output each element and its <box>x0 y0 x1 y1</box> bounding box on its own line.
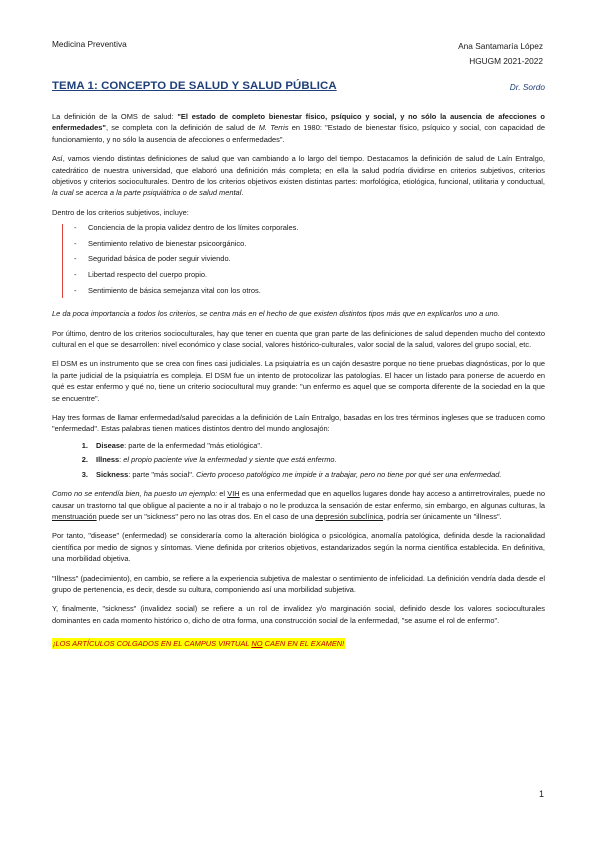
terms-list <box>52 440 545 480</box>
p8-depresion: depresión subclínica <box>315 511 384 521</box>
p2-italic-note: la cual se acerca a la parte psiquiátrica o de salud mental <box>52 188 242 198</box>
paragraph-sickness: Y, finalmente, "sickness" (invalidez social) se refiere a un rol de invalidez y/o marginación social, definido desde los valores socioculturales dominantes en cada momento histórico o, dicho de otra forma, una construcción social de la enfermedad, "se asume el rol de enfermo". <box>52 604 545 625</box>
term-after: . <box>260 440 263 450</box>
header-subject: Medicina Preventiva <box>52 39 127 49</box>
p2-text-a: Así, vamos viendo distintas definiciones de salud que van cambiando a lo largo del tiempo. Destacamos la definición de salud de Laín Entralgo, catedrático de nuestra universidad, que elaboró una definición más completa; en ella la salud podría dividirse en criterios subjetivos, criterios objetivos y criterios socioculturales. Dentro de los criterios objetivos existen distintas partes: morfológica, etiológica, funcional, utilitaria y conductual, <box>52 154 545 187</box>
p1-oms-definition: "El estado de completo bienestar físico, psíquico y social, y no sólo la ausencia de afecciones o enfermedades" <box>52 112 545 133</box>
p8-menstruacion: menstruación <box>52 511 97 521</box>
notice-text-b: CAEN EN EL EXAMEN! <box>262 639 345 649</box>
list-item <box>90 469 545 480</box>
document-body <box>52 111 545 658</box>
dash-bullet: - <box>74 270 77 280</box>
term-text: : parte de la enfermedad <box>124 440 208 450</box>
paragraph-note-criteria: Le da poca importancia a todos los criterios, se centra más en el hecho de que existen distintos tipos más que en explicarlos uno a uno. <box>52 309 500 319</box>
header-author-block <box>458 39 543 69</box>
list-item-text: Conciencia de la propia validez dentro de los límites corporales. <box>88 223 299 233</box>
p8-text-b: el <box>219 489 228 499</box>
list-item <box>70 269 545 285</box>
dash-bullet: - <box>74 223 77 233</box>
dash-bullet: - <box>74 254 77 264</box>
paragraph-disease: Por tanto, "disease" (enfermedad) se consideraría como la alteración biológica o psicológica, anomalía patológica, definida desde la racionalidad científica por medio de signos y síntomas. Viene definida por criterios objetivos, estandarizados según la norma científica establecida. En definitiva, una morbilidad objetiva. <box>52 531 545 564</box>
list-item-text: Seguridad básica de poder seguir viviendo. <box>88 254 231 264</box>
paragraph-illness: "Illness" (padecimiento), en cambio, se refiere a la experiencia subjetiva de malestar o sentimiento de infelicidad. La definición vendría dada desde el grupo de pertenencia, es decir, desde su cultura, componiendo así una morbilidad subjetiva. <box>52 573 545 594</box>
p8-intro: Como no se entendía bien, ha puesto un ejemplo: <box>52 489 220 499</box>
term-label: Disease <box>96 440 125 450</box>
lecturer: Dr. Sordo <box>509 82 545 92</box>
p1-text-e: en 1980: "Estado de bienestar físico, psíquico y social, con capacidad de funcionamiento, y no sólo la ausencia de afecciones o enfermedades". <box>52 123 546 144</box>
notice-no: NO <box>251 639 263 649</box>
list-item-text: Libertad respecto del cuerpo propio. <box>88 270 208 280</box>
list-item-text: Sentimiento de básica semejanza vital con los otros. <box>88 285 261 295</box>
dash-bullet: - <box>74 285 77 295</box>
p1-text-a: La definición de la OMS de salud: <box>52 112 178 121</box>
page-title: TEMA 1: CONCEPTO DE SALUD Y SALUD PÚBLICA <box>52 80 337 92</box>
p8-text-e: , podría ser únicamente un "illness". <box>383 511 502 521</box>
paragraph-subjective-intro: Dentro de los criterios subjetivos, incluye: <box>52 207 189 217</box>
list-item <box>70 222 545 238</box>
header-course: HGUGM 2021-2022 <box>469 56 543 66</box>
term-quote: "más etiológica" <box>207 440 261 450</box>
p8-vih: VIH <box>227 489 240 499</box>
dash-bullet: - <box>74 238 77 248</box>
title-row <box>52 80 545 96</box>
list-item <box>70 253 545 269</box>
term-label: Illness <box>96 455 120 465</box>
list-item <box>90 454 545 465</box>
paragraph-three-terms: Hay tres formas de llamar enfermedad/salud parecidas a la definición de Laín Entralgo, basadas en los tres términos ingleses que se traducen como "enfermedad". Estas palabras tienen matices distintos dentro del mundo anglosajón: <box>52 413 545 434</box>
paragraph-lain-entralgo <box>52 153 545 199</box>
term-text: : parte "más social". <box>128 469 196 479</box>
paragraph-socioculturales: Por último, dentro de los criterios socioculturales, hay que tener en cuenta que gran parte de las definiciones de salud dependen mucho del contexto cultural en el que se desarrollen: nivel económico y clase social, valores histórico-culturales, valor social de la salud, valores del grupo social, etc. <box>52 328 545 350</box>
term-text: : <box>119 455 124 465</box>
term-label: Sickness <box>96 469 129 479</box>
p8-text-c: es una enfermedad que en aquellos lugares donde hay acceso a antirretrovirales, puede no causar un trastorno tal que obligue al paciente a no ir al trabajo o no le produzca la sensación de estar enfermo, sin embargo, en algunas culturas, la <box>52 489 545 510</box>
subjective-criteria-list <box>52 222 545 300</box>
paragraph-dsm: El DSM es un instrumento que se crea con fines casi judiciales. La psiquiatría es un cajón desastre porque no tiene pruebas diagnósticas, por lo que la parte judicial de la psiquiatría es compleja. El DSM fue un intento de protocolizar las patologías. El hacer un listado para ponerse de acuerdo en qué es estar enfermo y qué no, tiene un criterio sociocultural muy grande: "un enfermo es aquel que se comporta diferente de la sociedad en la que se encuentre". <box>52 359 545 403</box>
term-quote: Cierto proceso patológico me impide ir a trabajar, pero no tiene por qué ser una enfermedad. <box>195 469 502 479</box>
list-item <box>70 238 545 254</box>
header-author: Ana Santamaría López <box>458 41 543 51</box>
page-number: 1 <box>538 789 544 799</box>
list-item <box>70 285 545 301</box>
p1-terris: M. Terris <box>258 123 289 133</box>
list-item <box>90 440 545 451</box>
exam-notice <box>52 638 545 649</box>
term-quote: el propio paciente vive la enfermedad y siente que está enfermo. <box>123 455 337 465</box>
p2-text-c: . <box>241 188 244 198</box>
p8-text-d: puede ser un "sickness" pero no las otras dos. En el caso de una <box>96 511 316 521</box>
list-item-text: Sentimiento relativo de bienestar psicoorgánico. <box>88 238 247 248</box>
exam-notice-highlight <box>52 638 345 649</box>
paragraph-example <box>52 488 545 522</box>
notice-text-a: ¡LOS ARTÍCULOS COLGADOS EN EL CAMPUS VIRTUAL <box>53 639 252 649</box>
p1-text-c: , se completa con la definición de salud de <box>105 123 259 133</box>
paragraph-oms <box>52 111 545 145</box>
